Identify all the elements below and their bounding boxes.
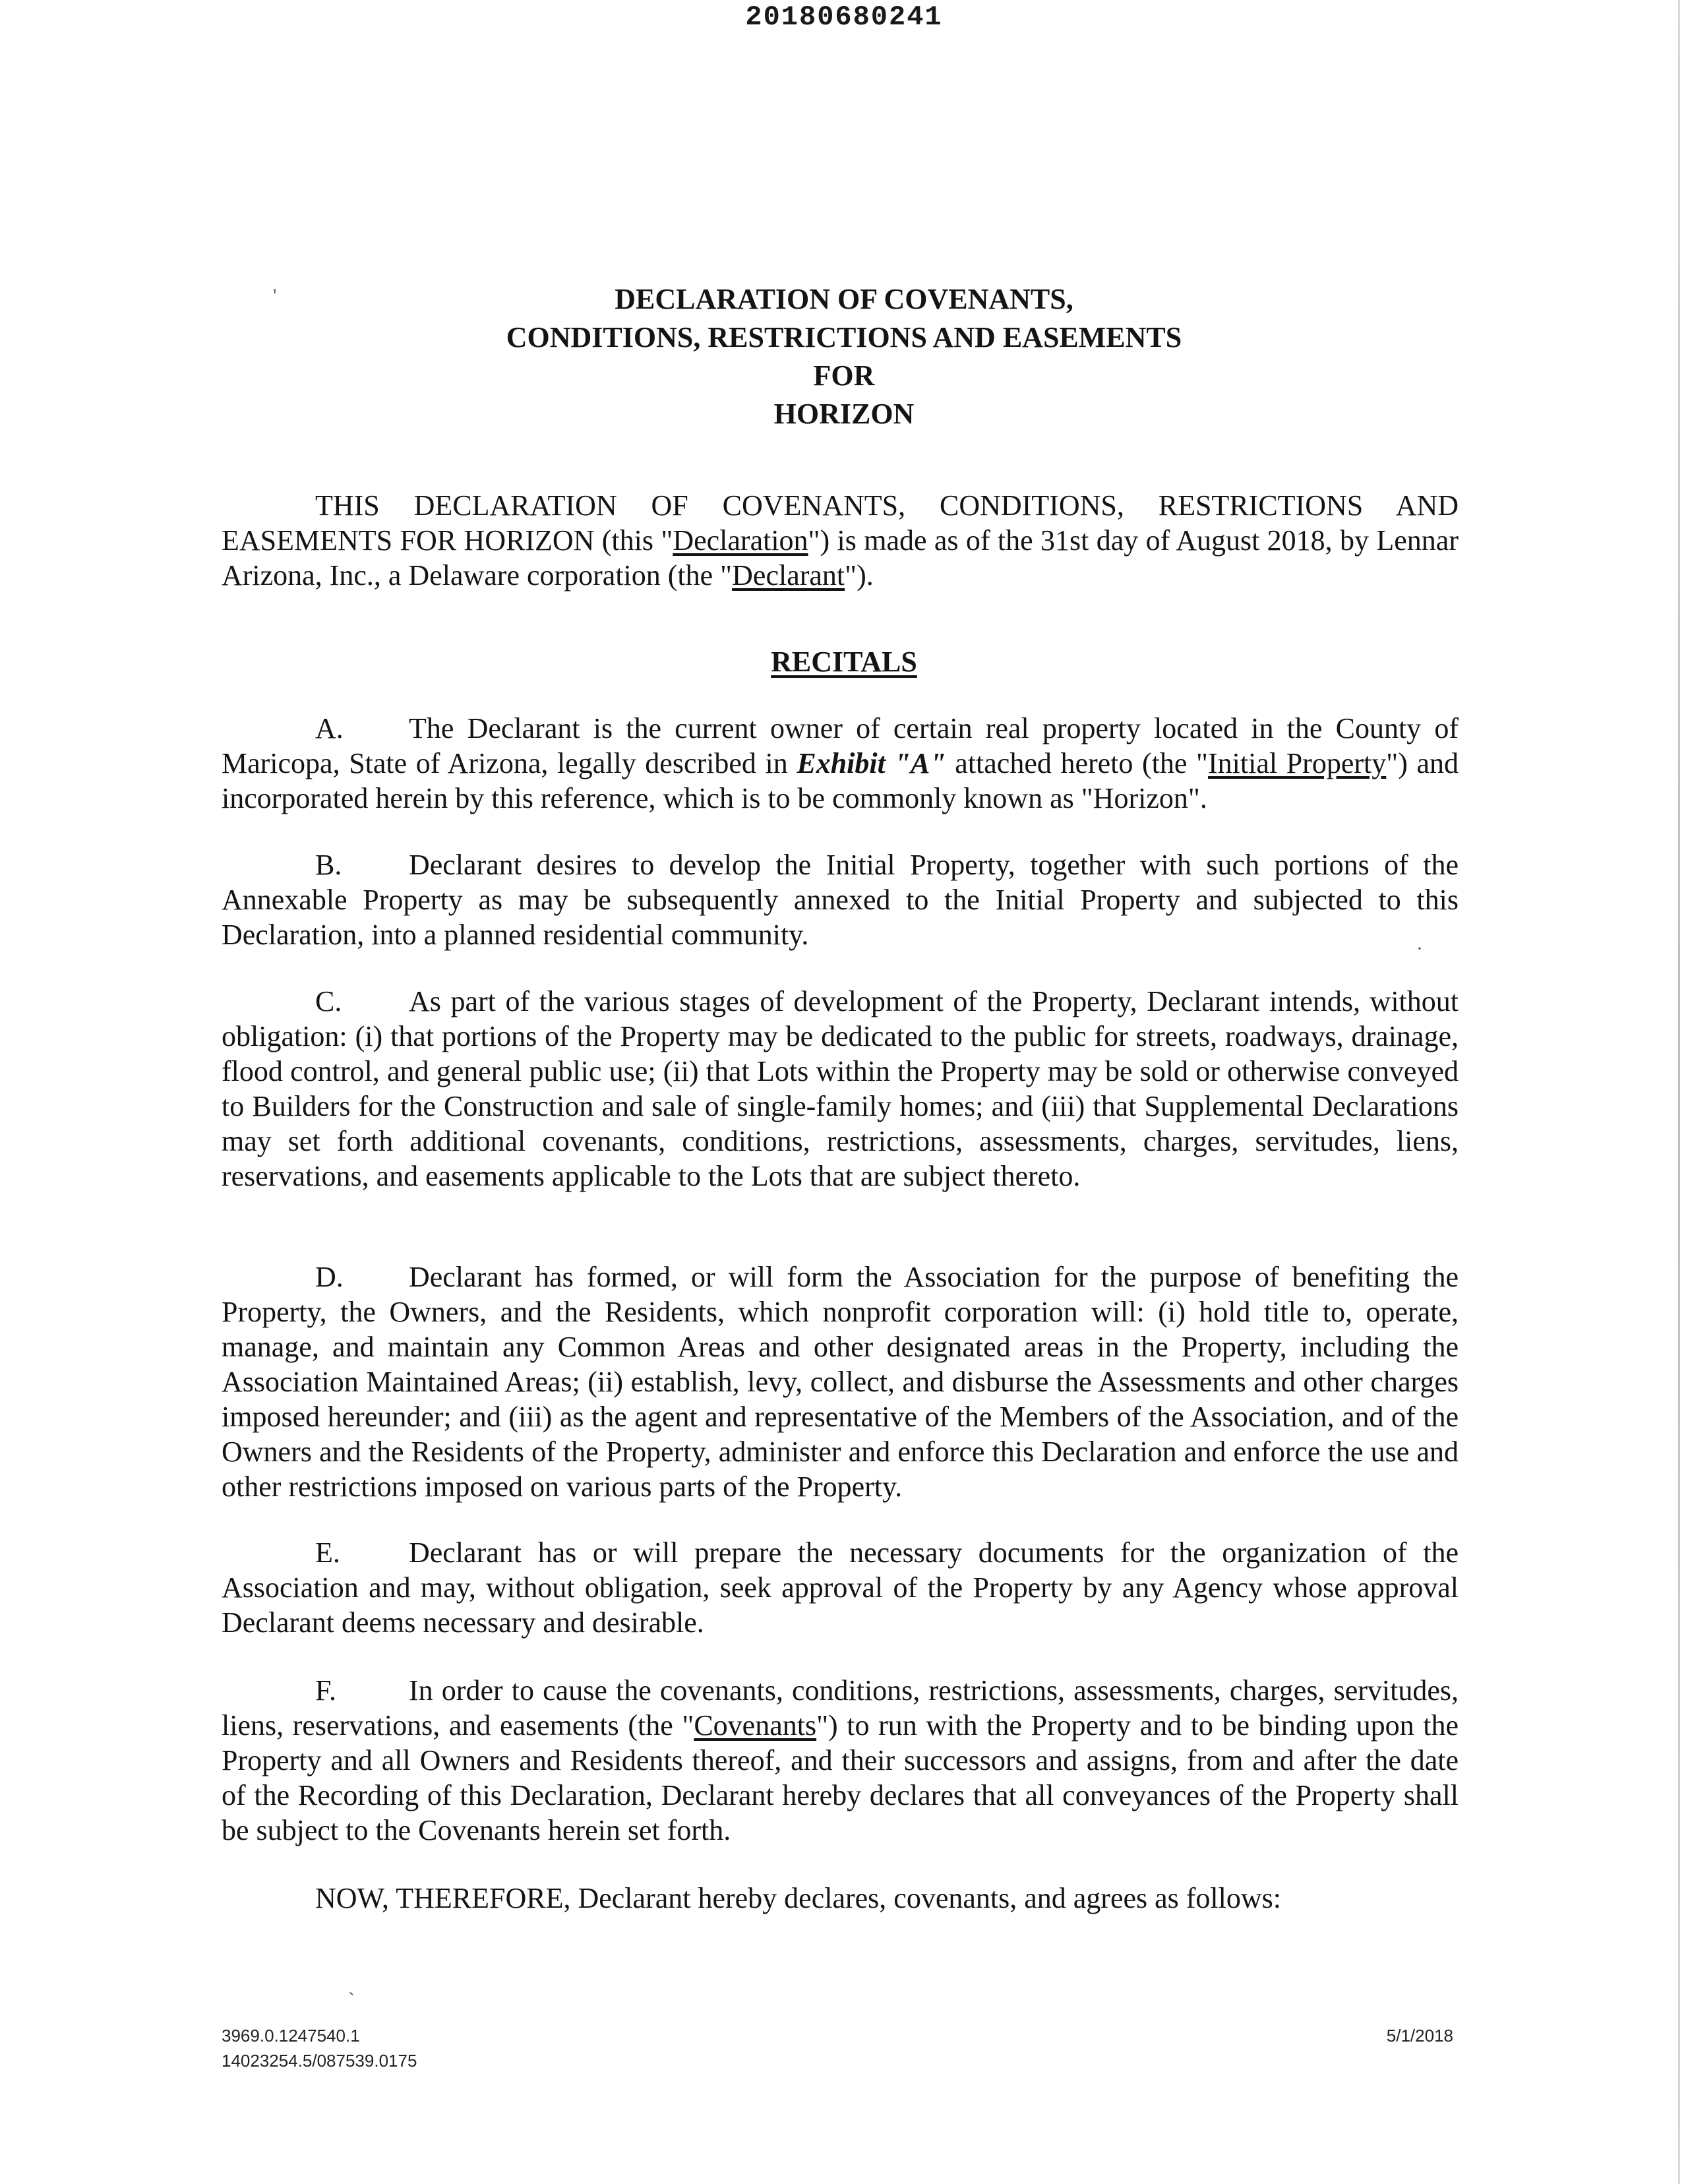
title-line: FOR: [813, 359, 875, 392]
defined-term-declaration: Declaration: [673, 524, 808, 557]
recital-text: Declarant has or will prepare the necessary documents for the organization of the Association and may, without obligation, seek approval of the Property by any Agency whose approval Declarant deems necessary and desirable.: [222, 1536, 1459, 1639]
recital-text: In order to cause the covenants, conditions, restrictions, assessments, charges, servitudes, liens, reservations, and easements (the ": [222, 1674, 1459, 1742]
scan-mark: ·: [1416, 938, 1423, 959]
defined-term-declarant: Declarant: [732, 559, 845, 592]
intro-paragraph: [222, 488, 1459, 593]
exhibit-reference: Exhibit "A": [797, 747, 946, 779]
recital-label: A.: [315, 712, 344, 744]
recital-d: [222, 1259, 1459, 1504]
footer-doc-id: 14023254.5/087539.0175: [222, 2051, 417, 2071]
recitals-heading: RECITALS: [771, 646, 917, 678]
recital-label: E.: [315, 1536, 340, 1569]
footer-document-ids: [222, 2023, 417, 2073]
defined-term-initial-property: Initial Property: [1208, 747, 1387, 779]
defined-term-covenants: Covenants: [694, 1709, 817, 1742]
footer-date: 5/1/2018: [1386, 2026, 1453, 2046]
recital-label: D.: [315, 1261, 344, 1293]
recital-text: The Declarant is the current owner of certain real property located in the County of Maricopa, State of Arizona, legally described in: [222, 712, 1459, 779]
title-line: CONDITIONS, RESTRICTIONS AND EASEMENTS: [506, 321, 1182, 353]
recital-a: [222, 711, 1459, 816]
intro-text: ") is made as of the 31st day of August 2018, by Lennar Arizona, Inc., a Delaware corporation (the ": [222, 524, 1459, 592]
recital-label: B.: [315, 849, 342, 881]
recital-label: C.: [315, 985, 342, 1017]
recital-text: ") and incorporated herein by this reference, which is to be commonly known as "Horizon".: [222, 747, 1459, 814]
recording-number: 20180680241: [745, 1, 943, 33]
recital-e: [222, 1535, 1459, 1640]
recital-label: F.: [315, 1674, 336, 1707]
recital-text: Declarant has formed, or will form the Association for the purpose of benefiting the Property, the Owners, and the Residents, which nonprofit corporation will: (i) hold title to, operate, manage, and maintain any Common Areas and other designated areas in the Property, including the Association Maintained Areas; (ii) establish, levy, collect, and disburse the Assessments and other charges imposed hereunder; and (iii) as the agent and representative of the Members of the Association, and of the Owners and the Residents of the Property, administer and enforce this Declaration and enforce the use and other restrictions imposed on various parts of the Property.: [222, 1261, 1459, 1503]
recital-text: ") to run with the Property and to be binding upon the Property and all Owners and Residents thereof, and their successors and assigns, from and after the date of the Recording of this Declaration, Declarant hereby declares that all conveyances of the Property shall be subject to the Covenants herein set forth.: [222, 1709, 1459, 1846]
title-line: HORIZON: [773, 398, 915, 430]
footer-doc-id: 3969.0.1247540.1: [222, 2026, 360, 2046]
recital-text: Declarant desires to develop the Initial Property, together with such portions of the Annexable Property as may be subsequently annexed to the Initial Property and subjected to this Declaration, into a planned residential community.: [222, 849, 1459, 951]
now-therefore-clause: NOW, THEREFORE, Declarant hereby declares, covenants, and agrees as follows:: [315, 1882, 1281, 1914]
scan-mark: ': [273, 285, 277, 307]
recital-text: As part of the various stages of development of the Property, Declarant intends, without obligation: (i) that portions of the Property may be dedicated to the public for streets, roadways, drainage, flood control, and general public use; (ii) that Lots within the Property may be sold or otherwise conveyed to Builders for the Construction and sale of single-family homes; and (iii) that Supplemental Declarations may set forth additional covenants, conditions, restrictions, assessments, charges, servitudes, liens, reservations, and easements applicable to the Lots that are subject thereto.: [222, 985, 1459, 1192]
scan-mark: `: [348, 1989, 355, 2011]
intro-text: THIS DECLARATION OF COVENANTS, CONDITIONS, RESTRICTIONS AND EASEMENTS FOR HORIZON (this ": [222, 489, 1459, 557]
intro-text: ").: [845, 559, 874, 592]
recital-text: attached hereto (the ": [946, 747, 1209, 779]
recital-b: [222, 847, 1459, 952]
document-title: [0, 280, 1688, 433]
recital-f: [222, 1673, 1459, 1848]
recital-c: [222, 984, 1459, 1194]
title-line: DECLARATION OF COVENANTS,: [615, 283, 1073, 315]
